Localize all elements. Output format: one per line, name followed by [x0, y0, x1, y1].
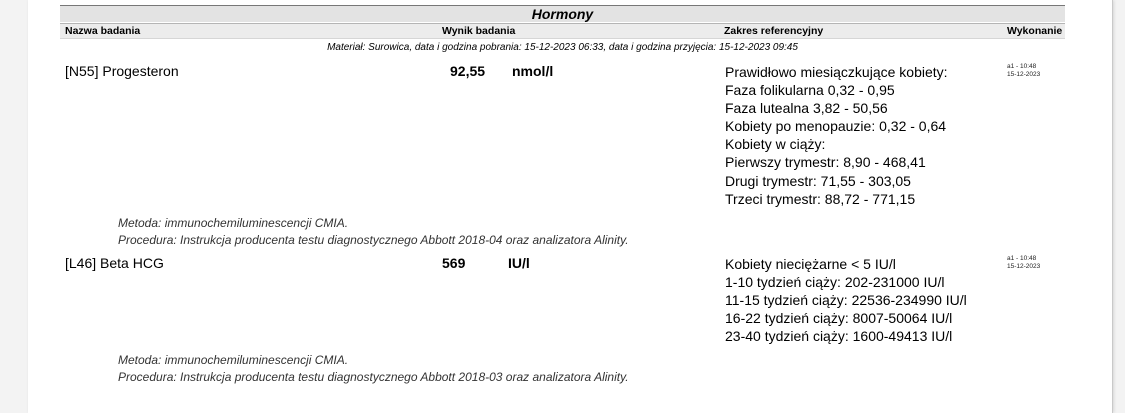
reference-range — [725, 255, 967, 345]
column-header-reference: Zakres referencyjny — [724, 25, 824, 37]
reference-line: 11-15 tydzień ciąży: 22536-234990 IU/l — [725, 292, 967, 309]
procedure-note: Procedura: Instrukcja producenta testu diagnostycznego Abbott 2018-04 oraz analizatora Alinity. — [118, 233, 629, 247]
test-name: [L46] Beta HCG — [65, 255, 164, 271]
test-result-unit: IU/l — [508, 255, 530, 271]
column-header-name: Nazwa badania — [65, 25, 141, 37]
report-page — [28, 0, 1113, 413]
reference-line: Kobiety po menopauzie: 0,32 - 0,64 — [725, 118, 947, 135]
reference-line: Trzeci trymestr: 88,72 - 771,15 — [725, 190, 916, 207]
reference-range — [725, 63, 948, 208]
reference-line: Prawidłowo miesiączkujące kobiety: — [725, 64, 948, 80]
execution-info — [1007, 63, 1040, 78]
method-note: Metoda: immunochemiluminescencji CMIA. — [118, 353, 349, 367]
test-name: [N55] Progesteron — [65, 63, 179, 79]
section-title: Hormony — [60, 5, 1065, 22]
reference-line: 1-10 tydzień ciąży: 202-231000 IU/l — [725, 274, 945, 291]
test-result-value: 569 — [442, 255, 466, 271]
reference-line: Faza folikularna 0,32 - 0,95 — [725, 82, 895, 99]
procedure-note: Procedura: Instrukcja producenta testu diagnostycznego Abbott 2018-03 oraz analizatora Alinity. — [118, 370, 629, 384]
reference-line: Pierwszy trymestr: 8,90 - 468,41 — [725, 154, 926, 171]
reference-line: Kobiety nieciężarne < 5 IU/l — [725, 256, 896, 272]
execution-code: a1 - 10:48 — [1007, 255, 1037, 262]
reference-line: Kobiety w ciąży: — [725, 136, 826, 153]
reference-line: 23-40 tydzień ciąży: 1600-49413 IU/l — [725, 328, 953, 345]
column-header-execution: Wykonanie — [1007, 25, 1063, 37]
method-note: Metoda: immunochemiluminescencji CMIA. — [118, 216, 349, 230]
execution-date: 15-12-2023 — [1007, 262, 1041, 270]
execution-date: 15-12-2023 — [1007, 70, 1041, 78]
test-result-value: 92,55 — [450, 63, 486, 79]
reference-line: Faza lutealna 3,82 - 50,56 — [725, 100, 888, 117]
reference-line: Drugi trymestr: 71,55 - 303,05 — [725, 172, 911, 189]
test-result-unit: nmol/l — [512, 63, 554, 79]
execution-info — [1007, 255, 1040, 270]
column-header-row — [60, 23, 1065, 39]
column-header-result: Wynik badania — [442, 25, 516, 37]
reference-line: 16-22 tydzień ciąży: 8007-50064 IU/l — [725, 310, 953, 327]
material-info: Materiał: Surowica, data i godzina pobrania: 15-12-2023 06:33, data i godzina przyjęcia: 15-12-2023 09:45 — [327, 42, 798, 53]
execution-code: a1 - 10:48 — [1007, 63, 1037, 70]
